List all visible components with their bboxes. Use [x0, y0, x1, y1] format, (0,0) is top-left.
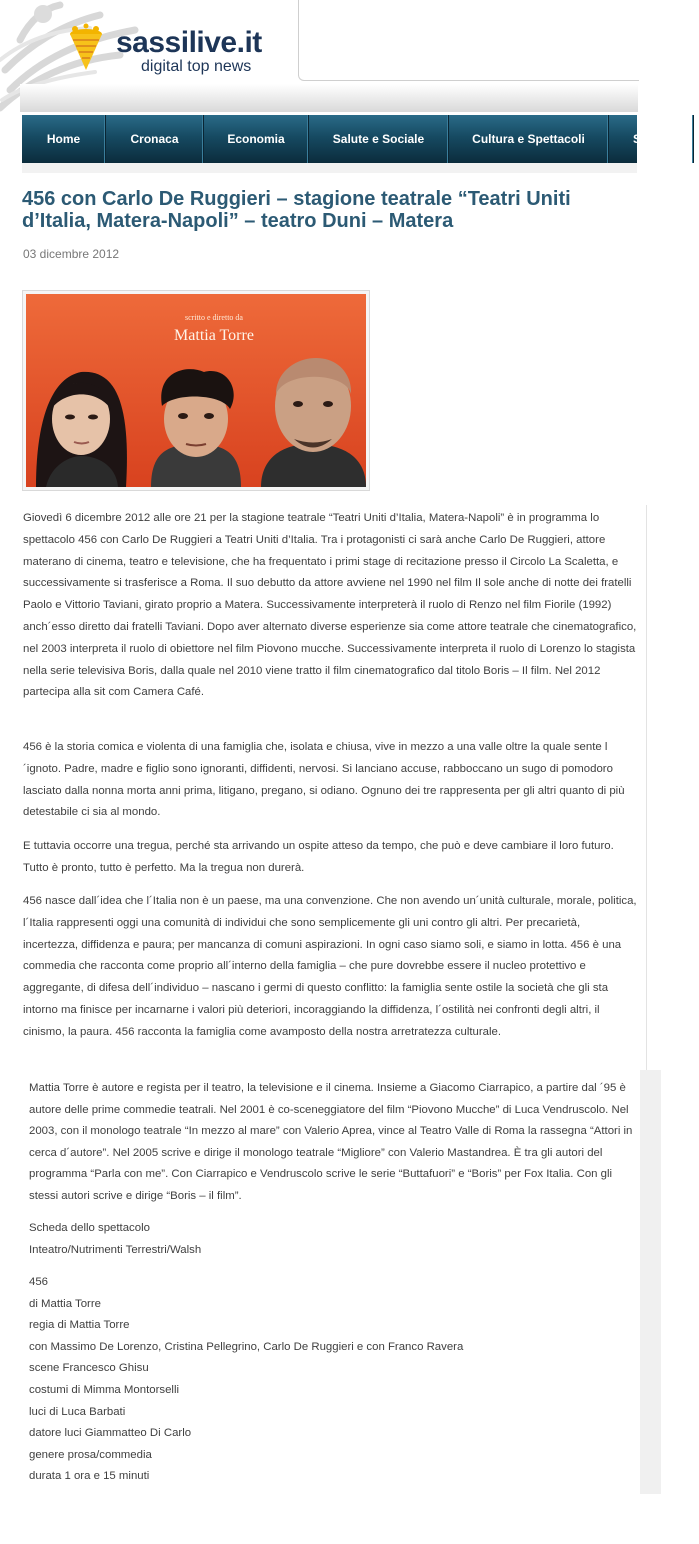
header-banner-area — [298, 0, 639, 81]
main-nav — [22, 115, 642, 163]
nav-item-cultura-spettacoli[interactable]: Cultura e Spettacoli — [449, 115, 609, 163]
credit-line: luci di Luca Barbati — [29, 1405, 126, 1418]
article-paragraph-2: 456 è la storia comica e violenta di una famiglia che, isolata e chiusa, vive in mezzo a una valle oltre la quale sente l´ignoto. Padre, madre e figlio sono ignoranti, diffidenti, nervosi. Si lanciano accuse, rabboccano un sugo di pomodoro lasciato dalla nonna morta anni prima, litigano, pregano, si odiano. Ognuno dei tre rappresenta per gli altri quanto di più detestabile ci sia al mondo. — [23, 741, 625, 819]
header-shadow — [20, 84, 638, 112]
credit-line: durata 1 ora e 15 minuti — [29, 1470, 150, 1483]
nav-item-home[interactable]: Home — [22, 115, 106, 163]
credit-line: costumi di Mimma Montorselli — [29, 1383, 180, 1396]
site-header — [0, 0, 699, 112]
nav-underbar — [22, 163, 637, 173]
nav-item-overflow[interactable]: S — [609, 115, 694, 163]
sidebar-strip — [640, 1070, 661, 1494]
nav-item-cronaca[interactable]: Cronaca — [106, 115, 204, 163]
credit-line: genere prosa/commedia — [29, 1448, 152, 1461]
nav-item-economia[interactable]: Economia — [204, 115, 309, 163]
article-photo-image — [26, 294, 366, 487]
logo-cone-icon — [64, 24, 114, 74]
author-bio-paragraph: Mattia Torre è autore e regista per il teatro, la televisione e il cinema. Insieme a Giacomo Ciarrapico, a partire dal ´95 è autore delle prime commedie teatrali. Nel 2001 è co-sceneggiatore del film “Piovono Mucche” di Luca Vendruscolo. Nel 2003, con il monologo teatrale “In mezzo al mare” con Valerio Aprea, vince al Teatro Valle di Roma la rassegna “Attori in cerca d´autore”. Nel 2005 scrive e dirige il monologo teatrale “Migliore” con Valerio Mastandrea. È tra gli autori del programma “Parla con me”. Con Ciarrapico e Vendruscolo scrive le serie “Buttafuori” e “Boris” per Fox Italia. Con gli stessi autori scrive e dirige “Boris – il film”. — [29, 1082, 633, 1202]
article-title: 456 con Carlo De Ruggieri – stagione teatrale “Teatri Uniti d’Italia, Matera-Napoli” – teatro Duni – Matera — [22, 188, 571, 232]
credit-line: datore luci Giammatteo Di Carlo — [29, 1427, 192, 1440]
credit-line: con Massimo De Lorenzo, Cristina Pellegrino, Carlo De Ruggieri e con Franco Ravera — [29, 1340, 464, 1353]
article-date: 03 dicembre 2012 — [23, 247, 120, 261]
credit-line: scene Francesco Ghisu — [29, 1362, 149, 1375]
credit-line: regia di Mattia Torre — [29, 1319, 130, 1332]
content-divider — [646, 505, 647, 1070]
photo-caption-small: scritto e diretto da — [185, 313, 243, 322]
logo-wordmark[interactable]: sassilive.it — [116, 26, 262, 59]
article-paragraph-4: 456 nasce dall´idea che l´Italia non è un paese, ma una convenzione. Che non avendo un´unità culturale, morale, politica, l´Italia rappresenti oggi una comunità di individui che sono semplicemente gli uni contro gli altri. Per precarietà, incertezza, diffidenza e paura; per mancanza di comuni aspirazioni. In ogni caso siamo soli, e siamo in lotta. 456 è una commedia che racconta come proprio all´interno della famiglia – che pure dovrebbe essere il nucleo protettivo e aggregante, di difesa dell´individuo – nascano i germi di questo conflitto: la famiglia sente ostile la società che gli sta intorno ma finisce per incarnarne i valori più deteriori, incoraggiando la diffidenza, l´ostilità nei confronti degli altri, il cinismo, la paura. 456 racconta la famiglia come avamposto della nostra arretratezza culturale. — [23, 895, 637, 1038]
nav-item-salute-sociale[interactable]: Salute e Sociale — [309, 115, 449, 163]
credits-list — [29, 1272, 635, 1488]
scheda-production: Inteatro/Nutrimenti Terrestri/Walsh — [29, 1243, 202, 1256]
article-photo[interactable] — [22, 290, 370, 491]
scheda-heading: Scheda dello spettacolo — [29, 1222, 150, 1234]
credit-line: 456 — [29, 1276, 49, 1288]
article-paragraph-3: E tuttavia occorre una tregua, perché sta arrivando un ospite atteso da tempo, che può e deve cambiare il loro futuro. Tutto è pronto, tutto è perfetto. Ma la tregua non durerà. — [23, 840, 614, 874]
logo-tagline: digital top news — [141, 58, 252, 75]
scheda-block — [29, 1218, 635, 1261]
photo-caption-name: Mattia Torre — [174, 327, 254, 344]
article-paragraph-1: Giovedì 6 dicembre 2012 alle ore 21 per la stagione teatrale “Teatri Uniti d’Italia, Matera-Napoli” è in programma lo spettacolo 456 con Carlo De Ruggieri a Teatri Uniti d’Italia. Tra i protagonisti ci sarà anche Carlo De Ruggieri, attore materano di cinema, teatro e televisione, che ha frequentato i primi stage di recitazione presso il Circolo La Scaletta, e successivamente si trasferisce a Roma. Il suo debutto da attore avviene nel 1990 nel film Il sole anche di notte dei fratelli Paolo e Vittorio Taviani, girato proprio a Matera. Successivamente interpreterà il ruolo di Renzo nel film Fiorile (1992) anch´esso diretto dai fratelli Taviani. Dopo aver alternato diverse esperienze sia come attore teatrale che cinematografico, nel 2003 interpreta il ruolo di obiettore nel film Piovono mucche. Successivamente interpreta il ruolo di Lorenzo lo stagista nella serie televisiva Boris, dalla quale nel 2010 viene tratto il film cinematografico dal titolo Boris – Il film. Nel 2012 partecipa alla sit com Camera Café. — [23, 512, 637, 699]
credit-line: di Mattia Torre — [29, 1297, 101, 1310]
